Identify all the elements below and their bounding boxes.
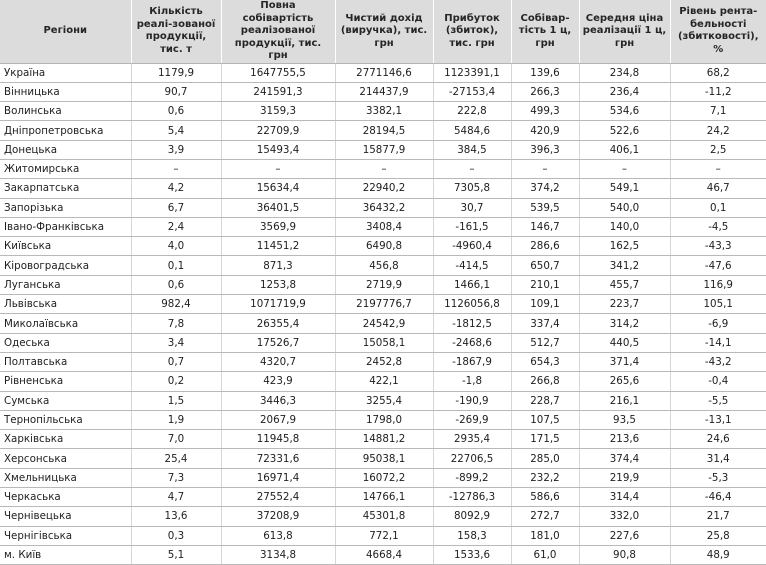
profitability-cell: -14,1 xyxy=(670,333,766,352)
quantity-cell: 7,8 xyxy=(131,314,221,333)
net-revenue-cell: 2771146,6 xyxy=(335,63,433,82)
profitability-cell: 2,5 xyxy=(670,140,766,159)
table-body xyxy=(0,63,766,565)
table-row xyxy=(0,372,766,391)
table-row xyxy=(0,488,766,507)
table-row xyxy=(0,410,766,429)
net-revenue-cell: 214437,9 xyxy=(335,82,433,101)
profitability-cell: -0,4 xyxy=(670,372,766,391)
quantity-cell: 5,1 xyxy=(131,545,221,564)
profit-cell: 8092,9 xyxy=(433,507,511,526)
avg-price-cell: 227,6 xyxy=(579,526,670,545)
profit-cell: -1,8 xyxy=(433,372,511,391)
full-cost-cell: 26355,4 xyxy=(221,314,335,333)
profitability-cell: -5,5 xyxy=(670,391,766,410)
full-cost-cell: 1071719,9 xyxy=(221,295,335,314)
net-revenue-cell: 3408,4 xyxy=(335,217,433,236)
region-cell: Тернопільська xyxy=(0,410,131,429)
full-cost-cell: 1253,8 xyxy=(221,275,335,294)
region-cell: Донецька xyxy=(0,140,131,159)
net-revenue-cell: 14766,1 xyxy=(335,488,433,507)
unit-cost-cell: 266,3 xyxy=(511,82,579,101)
quantity-cell: 90,7 xyxy=(131,82,221,101)
avg-price-cell: 162,5 xyxy=(579,237,670,256)
region-cell: Миколаївська xyxy=(0,314,131,333)
profitability-cell: -13,1 xyxy=(670,410,766,429)
header-row xyxy=(0,0,766,63)
profit-cell: -190,9 xyxy=(433,391,511,410)
profit-cell: -269,9 xyxy=(433,410,511,429)
region-cell: Луганська xyxy=(0,275,131,294)
unit-cost-cell: 266,8 xyxy=(511,372,579,391)
table-row xyxy=(0,217,766,236)
avg-price-cell: 140,0 xyxy=(579,217,670,236)
table-row xyxy=(0,82,766,101)
unit-cost-cell: 109,1 xyxy=(511,295,579,314)
full-cost-cell: 17526,7 xyxy=(221,333,335,352)
avg-price-cell: 522,6 xyxy=(579,121,670,140)
table-row xyxy=(0,545,766,564)
full-cost-cell: 16971,4 xyxy=(221,468,335,487)
full-cost-cell: 15493,4 xyxy=(221,140,335,159)
unit-cost-cell: 210,1 xyxy=(511,275,579,294)
unit-cost-cell: 286,6 xyxy=(511,237,579,256)
header-full-cost: Повна собівартість реалізованої продукції, тис. грн xyxy=(221,0,335,63)
header-region: Регіони xyxy=(0,0,131,63)
profitability-cell: -43,2 xyxy=(670,352,766,371)
table-row xyxy=(0,352,766,371)
net-revenue-cell: 6490,8 xyxy=(335,237,433,256)
avg-price-cell: 314,4 xyxy=(579,488,670,507)
avg-price-cell: 93,5 xyxy=(579,410,670,429)
region-cell: Кіровоградська xyxy=(0,256,131,275)
avg-price-cell: 265,6 xyxy=(579,372,670,391)
table-row xyxy=(0,507,766,526)
profit-cell: 1466,1 xyxy=(433,275,511,294)
net-revenue-cell: 3382,1 xyxy=(335,102,433,121)
net-revenue-cell: 16072,2 xyxy=(335,468,433,487)
unit-cost-cell: 107,5 xyxy=(511,410,579,429)
full-cost-cell: 11945,8 xyxy=(221,430,335,449)
net-revenue-cell: 456,8 xyxy=(335,256,433,275)
unit-cost-cell: 285,0 xyxy=(511,449,579,468)
table-row xyxy=(0,314,766,333)
net-revenue-cell: 45301,8 xyxy=(335,507,433,526)
profitability-cell: 116,9 xyxy=(670,275,766,294)
header-quantity: Кількість реалі-зованої продукції, тис. т xyxy=(131,0,221,63)
quantity-cell: 7,0 xyxy=(131,430,221,449)
quantity-cell: 2,4 xyxy=(131,217,221,236)
full-cost-cell: 27552,4 xyxy=(221,488,335,507)
profitability-cell: 21,7 xyxy=(670,507,766,526)
quantity-cell: 4,0 xyxy=(131,237,221,256)
unit-cost-cell: 228,7 xyxy=(511,391,579,410)
quantity-cell: 0,1 xyxy=(131,256,221,275)
table-row xyxy=(0,140,766,159)
header-profitability: Рівень рента-бельності (збитковості), % xyxy=(670,0,766,63)
profit-cell: 2935,4 xyxy=(433,430,511,449)
profitability-cell: -4,5 xyxy=(670,217,766,236)
table-row xyxy=(0,63,766,82)
profitability-cell: 46,7 xyxy=(670,179,766,198)
quantity-cell: 0,6 xyxy=(131,102,221,121)
profitability-cell: 24,6 xyxy=(670,430,766,449)
net-revenue-cell: 95038,1 xyxy=(335,449,433,468)
avg-price-cell: 374,4 xyxy=(579,449,670,468)
region-cell: Київська xyxy=(0,237,131,256)
region-cell: Закарпатська xyxy=(0,179,131,198)
profitability-cell: 105,1 xyxy=(670,295,766,314)
table-row xyxy=(0,449,766,468)
region-cell: Одеська xyxy=(0,333,131,352)
quantity-cell: 5,4 xyxy=(131,121,221,140)
region-cell: Хмельницька xyxy=(0,468,131,487)
avg-price-cell: 90,8 xyxy=(579,545,670,564)
unit-cost-cell: 654,3 xyxy=(511,352,579,371)
unit-cost-cell: 232,2 xyxy=(511,468,579,487)
profit-cell: -414,5 xyxy=(433,256,511,275)
avg-price-cell: 332,0 xyxy=(579,507,670,526)
profit-cell: 384,5 xyxy=(433,140,511,159)
profit-cell: -12786,3 xyxy=(433,488,511,507)
header-net-revenue: Чистий дохід (виручка), тис. грн xyxy=(335,0,433,63)
full-cost-cell: 871,3 xyxy=(221,256,335,275)
profit-cell: – xyxy=(433,159,511,178)
profit-cell: 30,7 xyxy=(433,198,511,217)
unit-cost-cell: 512,7 xyxy=(511,333,579,352)
avg-price-cell: 314,2 xyxy=(579,314,670,333)
avg-price-cell: 455,7 xyxy=(579,275,670,294)
quantity-cell: 4,7 xyxy=(131,488,221,507)
profit-cell: 1123391,1 xyxy=(433,63,511,82)
avg-price-cell: 219,9 xyxy=(579,468,670,487)
avg-price-cell: 540,0 xyxy=(579,198,670,217)
full-cost-cell: 72331,6 xyxy=(221,449,335,468)
full-cost-cell: 3134,8 xyxy=(221,545,335,564)
region-cell: м. Київ xyxy=(0,545,131,564)
table-row xyxy=(0,275,766,294)
profit-cell: 222,8 xyxy=(433,102,511,121)
unit-cost-cell: 420,9 xyxy=(511,121,579,140)
profit-cell: 22706,5 xyxy=(433,449,511,468)
header-avg-price: Середня ціна реалізації 1 ц, грн xyxy=(579,0,670,63)
quantity-cell: 1,5 xyxy=(131,391,221,410)
region-cell: Херсонська xyxy=(0,449,131,468)
quantity-cell: – xyxy=(131,159,221,178)
unit-cost-cell: 374,2 xyxy=(511,179,579,198)
unit-cost-cell: 139,6 xyxy=(511,63,579,82)
table-row xyxy=(0,295,766,314)
avg-price-cell: 534,6 xyxy=(579,102,670,121)
region-cell: Львівська xyxy=(0,295,131,314)
full-cost-cell: 2067,9 xyxy=(221,410,335,429)
profit-cell: -161,5 xyxy=(433,217,511,236)
net-revenue-cell: 2719,9 xyxy=(335,275,433,294)
profit-cell: -27153,4 xyxy=(433,82,511,101)
quantity-cell: 0,6 xyxy=(131,275,221,294)
profit-cell: 1533,6 xyxy=(433,545,511,564)
avg-price-cell: 213,6 xyxy=(579,430,670,449)
quantity-cell: 6,7 xyxy=(131,198,221,217)
region-cell: Волинська xyxy=(0,102,131,121)
profitability-cell: 48,9 xyxy=(670,545,766,564)
avg-price-cell: 341,2 xyxy=(579,256,670,275)
full-cost-cell: 4320,7 xyxy=(221,352,335,371)
avg-price-cell: 406,1 xyxy=(579,140,670,159)
net-revenue-cell: 14881,2 xyxy=(335,430,433,449)
full-cost-cell: 613,8 xyxy=(221,526,335,545)
region-cell: Полтавська xyxy=(0,352,131,371)
unit-cost-cell: 499,3 xyxy=(511,102,579,121)
unit-cost-cell: 396,3 xyxy=(511,140,579,159)
full-cost-cell: 241591,3 xyxy=(221,82,335,101)
quantity-cell: 4,2 xyxy=(131,179,221,198)
quantity-cell: 7,3 xyxy=(131,468,221,487)
avg-price-cell: 236,4 xyxy=(579,82,670,101)
full-cost-cell: 36401,5 xyxy=(221,198,335,217)
profitability-cell: 25,8 xyxy=(670,526,766,545)
avg-price-cell: – xyxy=(579,159,670,178)
quantity-cell: 3,4 xyxy=(131,333,221,352)
table-row xyxy=(0,121,766,140)
full-cost-cell: 37208,9 xyxy=(221,507,335,526)
full-cost-cell: 423,9 xyxy=(221,372,335,391)
net-revenue-cell: 28194,5 xyxy=(335,121,433,140)
net-revenue-cell: 2452,8 xyxy=(335,352,433,371)
unit-cost-cell: 337,4 xyxy=(511,314,579,333)
profitability-cell: -6,9 xyxy=(670,314,766,333)
net-revenue-cell: 22940,2 xyxy=(335,179,433,198)
table-row xyxy=(0,256,766,275)
unit-cost-cell: 539,5 xyxy=(511,198,579,217)
table-row xyxy=(0,430,766,449)
profit-cell: 158,3 xyxy=(433,526,511,545)
full-cost-cell: 3569,9 xyxy=(221,217,335,236)
quantity-cell: 1179,9 xyxy=(131,63,221,82)
table-row xyxy=(0,159,766,178)
table-row xyxy=(0,391,766,410)
full-cost-cell: 22709,9 xyxy=(221,121,335,140)
net-revenue-cell: 2197776,7 xyxy=(335,295,433,314)
net-revenue-cell: 1798,0 xyxy=(335,410,433,429)
region-cell: Чернігівська xyxy=(0,526,131,545)
profit-cell: 1126056,8 xyxy=(433,295,511,314)
profit-cell: -4960,4 xyxy=(433,237,511,256)
quantity-cell: 1,9 xyxy=(131,410,221,429)
unit-cost-cell: 586,6 xyxy=(511,488,579,507)
full-cost-cell: 3446,3 xyxy=(221,391,335,410)
profit-cell: 7305,8 xyxy=(433,179,511,198)
full-cost-cell: 11451,2 xyxy=(221,237,335,256)
profitability-cell: -11,2 xyxy=(670,82,766,101)
net-revenue-cell: 772,1 xyxy=(335,526,433,545)
unit-cost-cell: 171,5 xyxy=(511,430,579,449)
region-cell: Івано-Франківська xyxy=(0,217,131,236)
net-revenue-cell: 3255,4 xyxy=(335,391,433,410)
header-unit-cost: Собівар-тість 1 ц, грн xyxy=(511,0,579,63)
table-row xyxy=(0,333,766,352)
net-revenue-cell: 4668,4 xyxy=(335,545,433,564)
profitability-cell: -43,3 xyxy=(670,237,766,256)
quantity-cell: 0,3 xyxy=(131,526,221,545)
unit-cost-cell: 650,7 xyxy=(511,256,579,275)
table-row xyxy=(0,526,766,545)
region-cell: Сумська xyxy=(0,391,131,410)
avg-price-cell: 234,8 xyxy=(579,63,670,82)
full-cost-cell: – xyxy=(221,159,335,178)
net-revenue-cell: 24542,9 xyxy=(335,314,433,333)
region-cell: Запорізька xyxy=(0,198,131,217)
profit-cell: 5484,6 xyxy=(433,121,511,140)
net-revenue-cell: 15877,9 xyxy=(335,140,433,159)
quantity-cell: 3,9 xyxy=(131,140,221,159)
avg-price-cell: 216,1 xyxy=(579,391,670,410)
net-revenue-cell: 422,1 xyxy=(335,372,433,391)
region-cell: Харківська xyxy=(0,430,131,449)
header-profit: Прибуток (збиток), тис. грн xyxy=(433,0,511,63)
profit-cell: -1867,9 xyxy=(433,352,511,371)
table-row xyxy=(0,237,766,256)
quantity-cell: 982,4 xyxy=(131,295,221,314)
profitability-cell: -47,6 xyxy=(670,256,766,275)
profitability-cell: 24,2 xyxy=(670,121,766,140)
region-cell: Житомирська xyxy=(0,159,131,178)
profit-cell: -2468,6 xyxy=(433,333,511,352)
table-row xyxy=(0,102,766,121)
avg-price-cell: 440,5 xyxy=(579,333,670,352)
profitability-cell: -46,4 xyxy=(670,488,766,507)
profit-cell: -899,2 xyxy=(433,468,511,487)
avg-price-cell: 223,7 xyxy=(579,295,670,314)
profit-cell: -1812,5 xyxy=(433,314,511,333)
avg-price-cell: 549,1 xyxy=(579,179,670,198)
region-cell: Дніпропетровська xyxy=(0,121,131,140)
region-cell: Україна xyxy=(0,63,131,82)
net-revenue-cell: 36432,2 xyxy=(335,198,433,217)
unit-cost-cell: 61,0 xyxy=(511,545,579,564)
region-cell: Рівненська xyxy=(0,372,131,391)
quantity-cell: 0,2 xyxy=(131,372,221,391)
avg-price-cell: 371,4 xyxy=(579,352,670,371)
unit-cost-cell: 272,7 xyxy=(511,507,579,526)
region-cell: Черкаська xyxy=(0,488,131,507)
net-revenue-cell: 15058,1 xyxy=(335,333,433,352)
full-cost-cell: 15634,4 xyxy=(221,179,335,198)
profitability-cell: 0,1 xyxy=(670,198,766,217)
quantity-cell: 13,6 xyxy=(131,507,221,526)
unit-cost-cell: – xyxy=(511,159,579,178)
profitability-cell: -5,3 xyxy=(670,468,766,487)
full-cost-cell: 1647755,5 xyxy=(221,63,335,82)
quantity-cell: 0,7 xyxy=(131,352,221,371)
unit-cost-cell: 146,7 xyxy=(511,217,579,236)
profitability-cell: 31,4 xyxy=(670,449,766,468)
full-cost-cell: 3159,3 xyxy=(221,102,335,121)
net-revenue-cell: – xyxy=(335,159,433,178)
profitability-cell: 68,2 xyxy=(670,63,766,82)
profitability-cell: – xyxy=(670,159,766,178)
region-cell: Чернівецька xyxy=(0,507,131,526)
table-row xyxy=(0,179,766,198)
region-cell: Вінницька xyxy=(0,82,131,101)
quantity-cell: 25,4 xyxy=(131,449,221,468)
table-row xyxy=(0,198,766,217)
unit-cost-cell: 181,0 xyxy=(511,526,579,545)
profitability-cell: 7,1 xyxy=(670,102,766,121)
table-row xyxy=(0,468,766,487)
